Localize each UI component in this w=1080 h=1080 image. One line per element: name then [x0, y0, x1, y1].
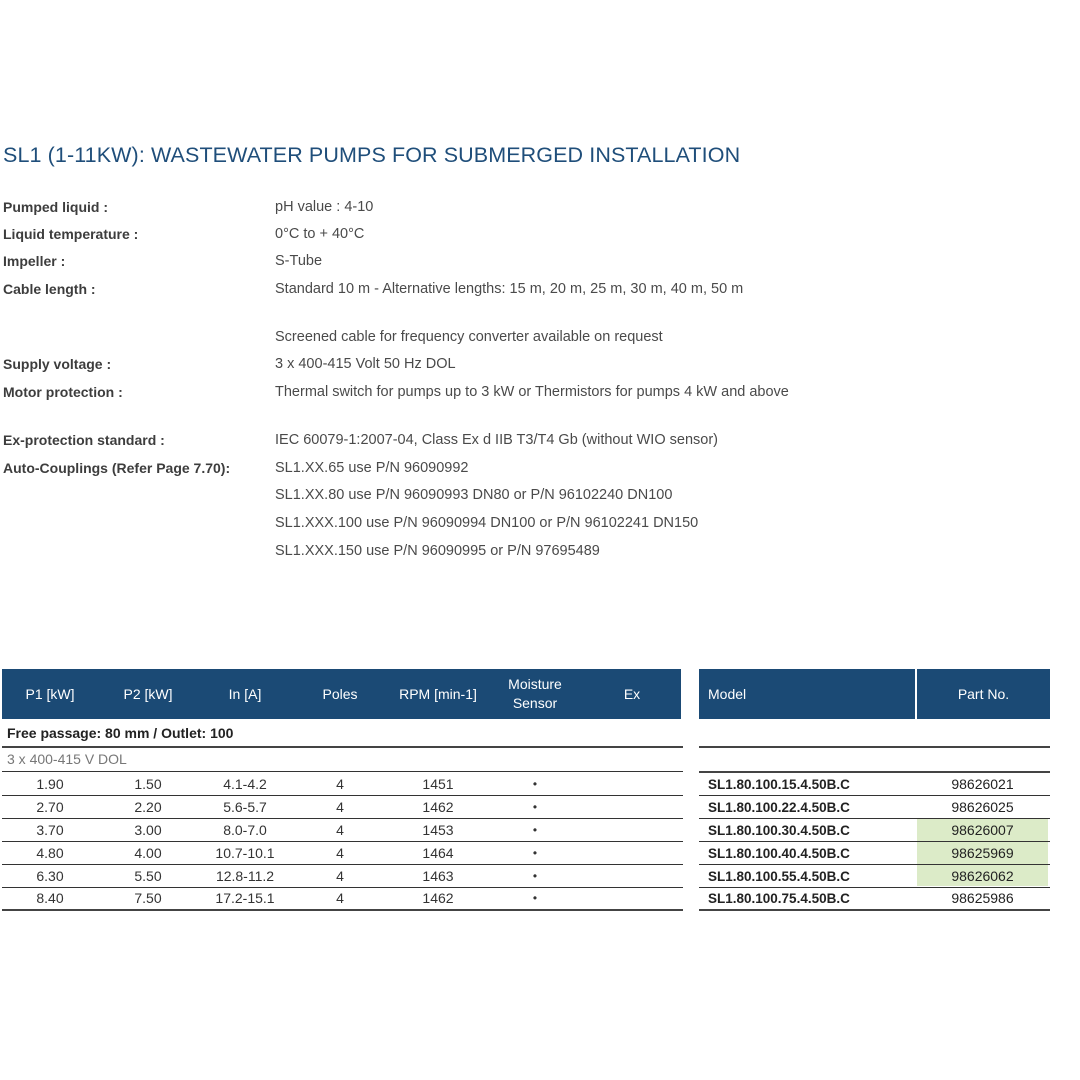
cell-part-no: 98625986 [951, 890, 1014, 906]
spec-value-liquid-temperature: 0°C to + 40°C [275, 226, 365, 242]
cell-moisture: • [532, 823, 538, 837]
spec-value-screened-cable: Screened cable for frequency converter available on request [275, 329, 663, 345]
subsection-title: 3 x 400-415 V DOL [7, 751, 127, 767]
cell-in: 17.2-15.1 [215, 890, 275, 906]
cell-rpm: 1462 [422, 799, 454, 815]
spec-value-coupling-100: SL1.XXX.100 use P/N 96090994 DN100 or P/N 96102241 DN150 [275, 515, 699, 531]
cell-p1: 3.70 [36, 822, 64, 838]
spec-label-ex-protection: Ex-protection standard : [3, 432, 165, 448]
cell-part-no: 98626062 [951, 868, 1014, 884]
spec-value-coupling-150: SL1.XXX.150 use P/N 96090995 or P/N 97695489 [275, 543, 600, 559]
cell-p1: 4.80 [36, 845, 64, 861]
spec-value-coupling-80: SL1.XX.80 use P/N 96090993 DN80 or P/N 96102240 DN100 [275, 487, 673, 503]
cell-moisture: • [532, 800, 538, 814]
col-header-in: In [A] [228, 685, 262, 702]
cell-model: SL1.80.100.30.4.50B.C [708, 822, 850, 838]
cell-rpm: 1464 [422, 845, 454, 861]
cell-moisture: • [532, 777, 538, 791]
cell-in: 12.8-11.2 [215, 868, 275, 884]
spec-value-impeller: S-Tube [275, 253, 323, 269]
col-header-moisture: Moisture Sensor [508, 676, 562, 711]
cell-poles: 4 [336, 845, 344, 861]
spec-label-impeller: Impeller : [3, 253, 66, 269]
col-header-p2: P2 [kW] [123, 685, 173, 702]
cell-model: SL1.80.100.15.4.50B.C [708, 776, 850, 792]
cell-moisture: • [532, 846, 538, 860]
col-header-rpm: RPM [min-1] [399, 685, 477, 702]
spec-value-pumped-liquid: pH value : 4-10 [275, 199, 374, 215]
spec-value-supply-voltage: 3 x 400-415 Volt 50 Hz DOL [275, 356, 456, 372]
col-header-ex: Ex [623, 685, 641, 702]
cell-part-no: 98625969 [951, 845, 1014, 861]
cell-in: 8.0-7.0 [223, 822, 267, 838]
spec-value-ex-protection: IEC 60079-1:2007-04, Class Ex d IIB T3/T4 Gb (without WIO sensor) [275, 432, 718, 448]
cell-rpm: 1453 [422, 822, 454, 838]
cell-p2: 2.20 [134, 799, 162, 815]
divider [699, 746, 1050, 748]
cell-model: SL1.80.100.75.4.50B.C [708, 890, 850, 906]
spec-label-supply-voltage: Supply voltage : [3, 356, 112, 372]
spec-label-auto-couplings: Auto-Couplings (Refer Page 7.70): [3, 460, 231, 476]
page-title: SL1 (1-11KW): WASTEWATER PUMPS FOR SUBMERGED INSTALLATION [3, 143, 741, 167]
spec-label-liquid-temperature: Liquid temperature : [3, 226, 139, 242]
col-header-poles: Poles [322, 685, 358, 702]
col-header-p1: P1 [kW] [25, 685, 75, 702]
cell-poles: 4 [336, 799, 344, 815]
cell-p2: 3.00 [134, 822, 162, 838]
cell-p2: 5.50 [134, 868, 162, 884]
section-title: Free passage: 80 mm / Outlet: 100 [7, 725, 234, 741]
cell-poles: 4 [336, 822, 344, 838]
col-header-part-no: Part No. [957, 685, 1010, 702]
cell-rpm: 1462 [422, 890, 454, 906]
cell-poles: 4 [336, 776, 344, 792]
cell-model: SL1.80.100.55.4.50B.C [708, 868, 850, 884]
cell-part-no: 98626007 [951, 822, 1014, 838]
spec-label-pumped-liquid: Pumped liquid : [3, 199, 108, 215]
cell-in: 5.6-5.7 [223, 799, 267, 815]
spec-value-motor-protection: Thermal switch for pumps up to 3 kW or Thermistors for pumps 4 kW and above [275, 384, 789, 400]
spec-value-coupling-65: SL1.XX.65 use P/N 96090992 [275, 460, 469, 476]
cell-in: 4.1-4.2 [223, 776, 267, 792]
cell-rpm: 1463 [422, 868, 454, 884]
table-bottom-border [2, 909, 683, 911]
cell-moisture: • [532, 891, 538, 905]
cell-p1: 8.40 [36, 890, 64, 906]
cell-rpm: 1451 [422, 776, 454, 792]
table-bottom-border [699, 909, 1050, 911]
cell-in: 10.7-10.1 [215, 845, 275, 861]
divider [2, 771, 683, 772]
cell-p1: 2.70 [36, 799, 64, 815]
cell-p1: 1.90 [36, 776, 64, 792]
cell-model: SL1.80.100.40.4.50B.C [708, 845, 850, 861]
spec-label-motor-protection: Motor protection : [3, 384, 123, 400]
cell-p2: 1.50 [134, 776, 162, 792]
spec-label-cable-length: Cable length : [3, 281, 96, 297]
cell-poles: 4 [336, 890, 344, 906]
cell-p2: 4.00 [134, 845, 162, 861]
cell-part-no: 98626025 [951, 799, 1014, 815]
cell-p2: 7.50 [134, 890, 162, 906]
divider [2, 746, 683, 748]
cell-p1: 6.30 [36, 868, 64, 884]
cell-poles: 4 [336, 868, 344, 884]
cell-model: SL1.80.100.22.4.50B.C [708, 799, 850, 815]
cell-moisture: • [532, 869, 538, 883]
cell-part-no: 98626021 [951, 776, 1014, 792]
spec-value-cable-length: Standard 10 m - Alternative lengths: 15 m, 20 m, 25 m, 30 m, 40 m, 50 m [275, 281, 744, 297]
col-header-model: Model [708, 685, 747, 702]
